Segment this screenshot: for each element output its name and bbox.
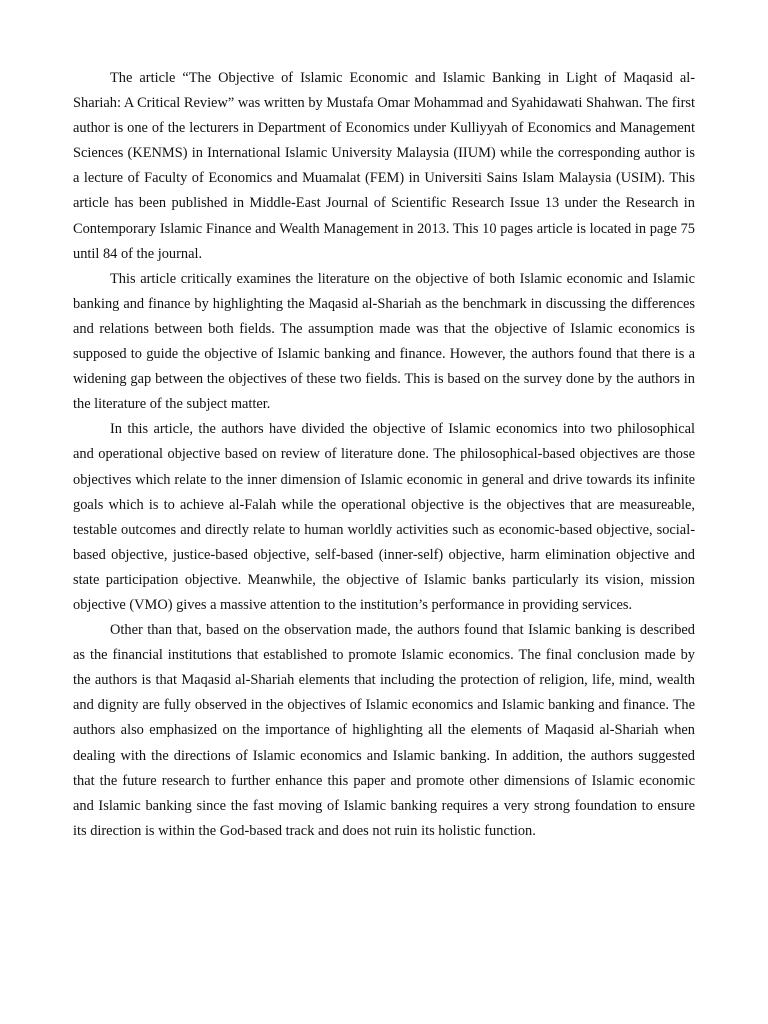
paragraph-literature-examination: This article critically examines the literature on the objective of both Islamic economic and Islamic banking and finance by highlighting the Maqasid al-Shariah as the benchmark in discussing the differences and relations between both fields. The assumption made was that the objective of Islamic economics is supposed to guide the objective of Islamic banking and finance. However, the authors found that there is a widening gap between the objectives of these two fields. This is based on the survey done by the authors in the literature of the subject matter.	[73, 270, 695, 413]
paragraph-article-introduction: The article “The Objective of Islamic Economic and Islamic Banking in Light of Maqasid al-Shariah: A Critical Review” was written by Mustafa Omar Mohammad and Syahidawati Shahwan. The first author is one of the lecturers in Department of Economics under Kulliyyah of Economics and Management Sciences (KENMS) in International Islamic University Malaysia (IIUM) while the corresponding author is a lecture of Faculty of Economics and Muamalat (FEM) in Universiti Sains Islam Malaysia (USIM). This article has been published in Middle-East Journal of Scientific Research Issue 13 under the Research in Contemporary Islamic Finance and Wealth Management in 2013. This 10 pages article is located in page 75 until 84 of the journal.	[73, 70, 695, 262]
paragraph-objectives-division: In this article, the authors have divided the objective of Islamic economics into two philosophical and operational objective based on review of literature done. The philosophical-based objectives are those objectives which relate to the inner dimension of Islamic economic in general and drive towards its infinite goals which is to achieve al-Falah while the operational objective is the objectives that are measureable, testable outcomes and directly relate to human worldly activities such as economic-based objective, social-based objective, justice-based objective, self-based (inner-self) objective, harm elimination objective and state participation objective. Meanwhile, the objective of Islamic banks particularly its vision, mission objective (VMO) gives a massive attention to the institution’s performance in providing services.	[73, 421, 695, 613]
document-body	[73, 66, 695, 844]
paragraph-conclusion: Other than that, based on the observation made, the authors found that Islamic banking is described as the financial institutions that established to promote Islamic economics. The final conclusion made by the authors is that Maqasid al-Shariah elements that including the protection of religion, life, mind, wealth and dignity are fully observed in the objectives of Islamic economics and Islamic banking and finance. The authors also emphasized on the importance of highlighting all the elements of Maqasid al-Shariah when dealing with the directions of Islamic economics and Islamic banking. In addition, the authors suggested that the future research to further enhance this paper and promote other dimensions of Islamic economic and Islamic banking since the fast moving of Islamic banking requires a very strong foundation to ensure its direction is within the God-based track and does not ruin its holistic function.	[73, 622, 695, 839]
